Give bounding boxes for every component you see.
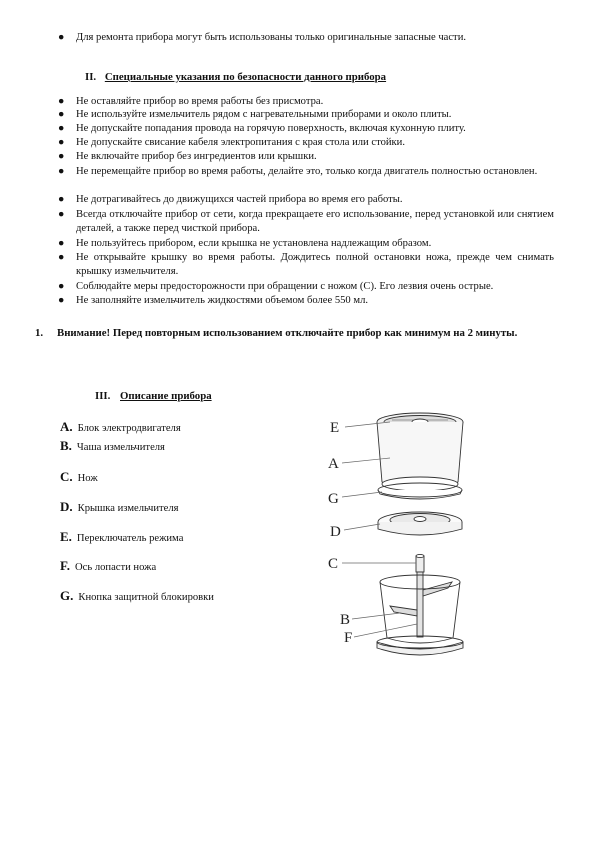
part-letter: D. xyxy=(60,499,73,514)
bullet-dot: ● xyxy=(58,238,65,249)
part-label: Переключатель режима xyxy=(76,533,184,544)
part-letter: E. xyxy=(60,529,72,544)
section-number: III. xyxy=(95,390,111,402)
lid-drawing xyxy=(378,512,462,535)
bullet-dot: ● xyxy=(58,281,65,292)
diagram-label-e: E xyxy=(330,420,340,436)
part-letter: G. xyxy=(60,588,74,603)
bullet-text: Соблюдайте меры предосторожности при обращении с ножом (C). Его лезвия очень острые. xyxy=(76,281,494,292)
bullet-dot: ● xyxy=(58,151,65,162)
bullet-text: Не оставляйте прибор во время работы без присмотра. xyxy=(76,96,324,107)
part-item xyxy=(60,438,165,454)
bullet-text: Не допускайте свисание кабеля электропитания с края стола или стойки. xyxy=(76,137,406,148)
motor-unit-drawing xyxy=(377,413,463,499)
part-letter: C. xyxy=(60,469,73,484)
chopper-diagram xyxy=(320,410,570,670)
diagram-labels xyxy=(328,420,352,646)
warning-number: 1. xyxy=(35,327,44,339)
part-item xyxy=(60,469,98,485)
bullet-dot: ● xyxy=(58,194,65,205)
bullet-dot: ● xyxy=(58,166,65,177)
bullet-dot: ● xyxy=(58,123,65,134)
bullet-dot: ● xyxy=(58,32,65,43)
bullet-dot: ● xyxy=(58,109,65,120)
part-item xyxy=(60,588,214,604)
bullet-dot: ● xyxy=(58,252,65,263)
part-item xyxy=(60,419,181,435)
bullet-text: Не перемещайте прибор во время работы, делайте это, только когда двигатель полностью остановлен. xyxy=(76,166,538,177)
diagram-label-d: D xyxy=(330,524,341,540)
bullet-text: Не используйте измельчитель рядом с нагревательными приборами и около плиты. xyxy=(76,109,452,120)
part-item xyxy=(60,499,179,515)
blade-drawing xyxy=(390,554,452,637)
part-item xyxy=(60,529,183,545)
bullet-text: Не заполняйте измельчитель жидкостями объемом более 550 мл. xyxy=(76,295,369,306)
bullet-dot: ● xyxy=(58,209,65,220)
bullet-dot: ● xyxy=(58,295,65,306)
part-letter: A. xyxy=(60,419,73,434)
part-label: Крышка измельчителя xyxy=(77,503,179,514)
diagram-label-f: F xyxy=(344,630,353,646)
bullet-text: Не включайте прибор без ингредиентов или крышки. xyxy=(76,151,317,162)
part-label: Нож xyxy=(77,473,98,484)
bullet-dot: ● xyxy=(58,137,65,148)
part-label: Кнопка защитной блокировки xyxy=(78,592,214,603)
bullet-dot: ● xyxy=(58,96,65,107)
section-heading xyxy=(85,71,386,83)
bullet-text: Не допускайте попадания провода на горячую поверхность, включая кухонную плиту. xyxy=(76,123,466,134)
part-label: Блок электродвигателя xyxy=(77,423,181,434)
section-title: Описание прибора xyxy=(120,390,212,402)
section-title: Специальные указания по безопасности данного прибора xyxy=(104,71,387,83)
bullet-text: Не дотрагивайтесь до движущихся частей прибора во время его работы. xyxy=(76,194,403,205)
part-label: Чаша измельчителя xyxy=(76,442,165,453)
warning-text: Внимание! Перед повторным использованием отключайте прибор как минимум на 2 минуты. xyxy=(57,327,518,339)
diagram-label-c: C xyxy=(328,556,339,572)
bullet-text: Для ремонта прибора могут быть использованы только оригинальные запасные части. xyxy=(76,32,467,43)
section-heading xyxy=(95,390,212,402)
part-letter: B. xyxy=(60,438,72,453)
bullet-text: Всегда отключайте прибор от сети, когда прекращаете его использование, перед установкой или снятием деталей, а также перед чисткой прибора. xyxy=(76,209,554,234)
part-letter: F. xyxy=(60,558,70,573)
bullet-text: Не открывайте крышку во время работы. Дождитесь полной остановки ножа, прежде чем снимать крышку измельчителя. xyxy=(76,252,554,277)
section-number: II. xyxy=(85,71,97,83)
diagram-label-g: G xyxy=(328,491,339,507)
diagram-label-b: B xyxy=(340,612,351,628)
part-item xyxy=(60,558,156,574)
bullet-text: Не пользуйтесь прибором, если крышка не установлена надлежащим образом. xyxy=(76,238,432,249)
part-label: Ось лопасти ножа xyxy=(75,562,157,573)
diagram-label-a: A xyxy=(328,456,339,472)
